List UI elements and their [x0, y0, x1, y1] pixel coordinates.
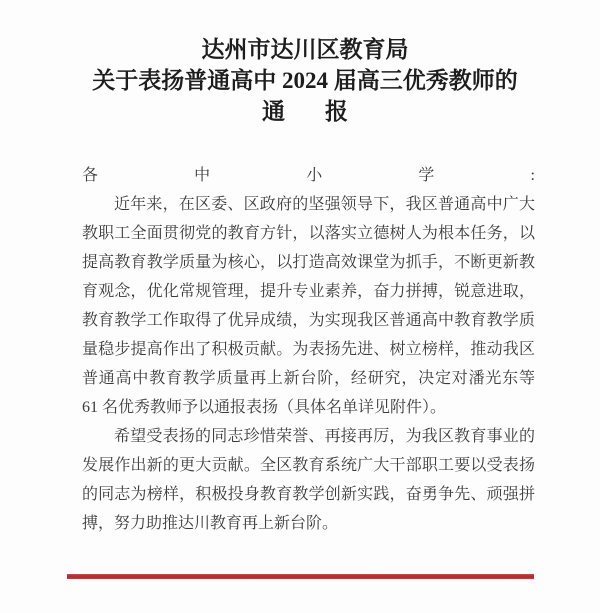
paragraph-1-line: 教职工全面贯彻党的教育方针，以落实立德树人为根本任务，以 [82, 225, 535, 242]
paragraph-2-line: 发展作出新的更大贡献。全区教育系统广大干部职工要以受表扬 [82, 457, 535, 474]
document-title [74, 34, 536, 127]
paragraph-1-line: 育观念，优化常规管理，提升专业素养，奋力拼搏，锐意进取， [82, 283, 535, 300]
salutation: 各中小学: [82, 167, 535, 184]
paragraph-2-line: 希望受表扬的同志珍惜荣誉、再接再厉，为我区教育事业的 [114, 428, 535, 445]
red-divider-line [67, 574, 534, 579]
title-line-issuer: 达州市达川区教育局 [201, 37, 409, 62]
document-body [82, 161, 535, 538]
paragraph-1-line: 61 名优秀教师予以通报表扬（具体名单详见附件）。 [82, 399, 447, 416]
paragraph-1-line: 普通高中教育教学质量再上新台阶，经研究，决定对潘光东等 [82, 370, 535, 387]
paragraph-1-line: 量稳步提高作出了积极贡献。为表扬先进、树立榜样，推动我区 [82, 341, 535, 358]
title-doctype-char-left: 通 [262, 99, 285, 124]
paragraph-1-line: 教育教学工作取得了优异成绩，为实现我区普通高中教育教学质 [82, 312, 535, 329]
paragraph-1-line: 提高教育教学质量为核心，以打造高效课堂为抓手，不断更新教 [82, 254, 535, 271]
paragraph-2-line: 的同志为榜样，积极投身教育教学创新实践，奋勇争先、顽强拼 [82, 486, 535, 503]
title-doctype-char-right: 报 [325, 99, 348, 124]
paragraph-2-line: 搏，努力助推达川教育再上新台阶。 [82, 515, 339, 532]
paragraph-1-line: 近年来，在区委、区政府的坚强领导下，我区普通高中广大 [114, 196, 535, 213]
title-line-subject: 关于表扬普通高中 2024 届高三优秀教师的 [92, 68, 518, 93]
title-line-doctype [74, 96, 536, 127]
